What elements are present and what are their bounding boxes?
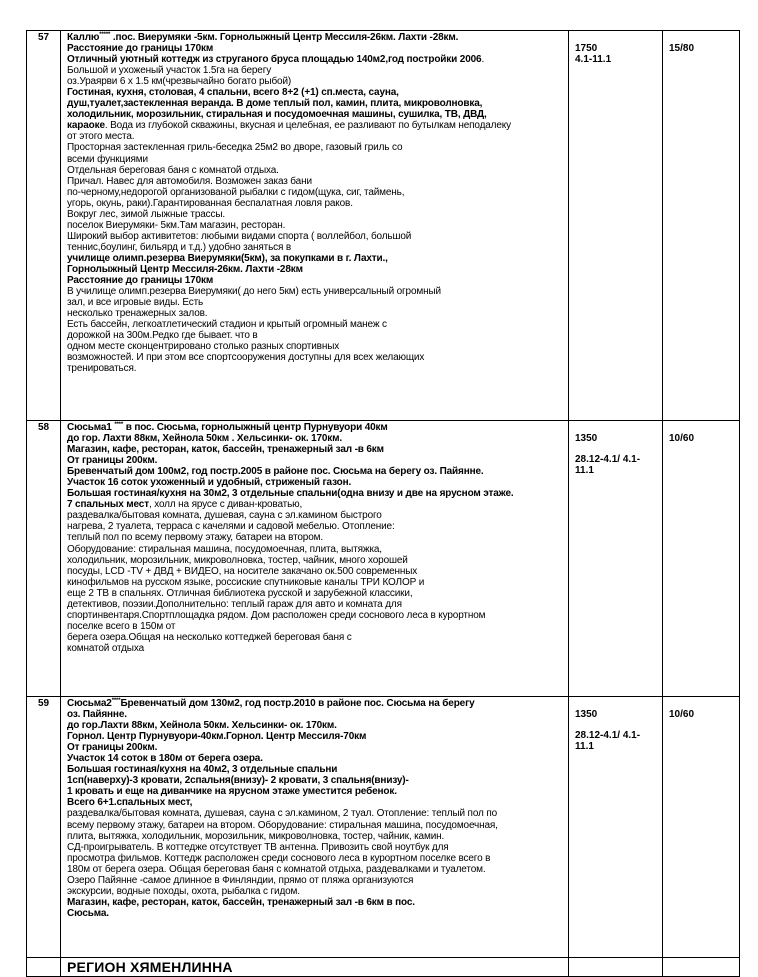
description-line [67, 32, 564, 43]
text-run: Отличный уютный коттедж из струганого бруса площадью 140м2,год постройки 2006 [67, 54, 482, 66]
description-line [67, 577, 564, 588]
text-run: Большая гостиная/кухня на 40м2, 3 отдельные спальни [67, 764, 338, 776]
price-cell [569, 31, 663, 421]
description-line [67, 231, 564, 242]
date-range: 4.1-11.1 [575, 54, 612, 65]
description-line [67, 831, 564, 842]
description-line [67, 131, 564, 142]
description-line [67, 444, 564, 455]
text-run: Магазин, кафе, ресторан, каток, бассейн, тренажерный зал -в 6км [67, 444, 384, 456]
text-run: Расстояние до границы 170км [67, 275, 214, 287]
description-line [67, 643, 564, 654]
description-line [67, 510, 564, 521]
description-line [67, 176, 564, 187]
text-run: просмотра фильмов. Коттедж расположен среди соснового леса в курортном поселке всего в [67, 852, 491, 864]
text-run: спортинвентаря.Спортплощадка рядом. Дом расположен среди соснового леса в курортном [67, 609, 486, 621]
text-run: комнатой отдыха [67, 642, 144, 654]
description-line [67, 820, 564, 831]
empty-cell [27, 958, 61, 977]
empty-cell [569, 958, 663, 977]
text-run: посуды, LCD -TV + ДВД + ВИДЕО, на носителе закачано ок.500 современных [67, 565, 418, 577]
text-run: 1 кровать и еще на диванчике на ярусном этаже уместится ребенок. [67, 786, 397, 798]
text-run: Оборудование: стиральная машина, посудомоечная, плита, вытяжка, [67, 543, 382, 555]
empty-cell [663, 958, 740, 977]
description-line [67, 842, 564, 853]
text-run: 7 спальных мест [67, 499, 149, 511]
text-run: Озеро Пайянне -самое длинное в Финляндии, прямо от пляжа организуются [67, 874, 414, 886]
price-cell [569, 697, 663, 958]
description-line [67, 187, 564, 198]
description-line [67, 352, 564, 363]
description-line [67, 43, 564, 54]
description-line [67, 253, 564, 264]
description-line [67, 466, 564, 477]
text-run: несколько тренажерных залов. [67, 308, 208, 320]
text-run: Гостиная, кухня, столовая, 4 спальни, всего 8+2 (+1) сп.места, сауна, [67, 87, 399, 99]
price-value: 1750 [575, 43, 598, 54]
date-range: 28.12-4.1/ 4.1-11.1 [575, 454, 641, 476]
rating-stars: **** [111, 698, 121, 704]
description-line [67, 363, 564, 374]
description-line [67, 54, 564, 65]
text-run: Бревенчатый дом 130м2, год постр.2010 в районе пос. Сюсьма на берегу [120, 698, 475, 709]
description-line [67, 275, 564, 286]
text-run: зал, и все игровые виды. Есть [67, 297, 204, 309]
description-line [67, 532, 564, 543]
text-run: От границы 200км. [67, 742, 158, 754]
description-line [67, 422, 564, 433]
text-run: От границы 200км. [67, 455, 158, 467]
text-run: холодильник, морозильник, стиральная и посудомоечная машины, сушилка, ТВ, ДВД, [67, 109, 487, 121]
price-cell [569, 421, 663, 697]
description-line [67, 499, 564, 510]
text-run: . [481, 54, 485, 66]
description-line [67, 87, 564, 98]
description-line [67, 154, 564, 165]
description-line [67, 588, 564, 599]
text-run: еще 2 ТВ в спальнях. Отличная библиотека русской и зарубежной классики, [67, 587, 413, 599]
text-run: СД-проигрыватель. В коттедже отсутствует ТВ антенна. Привозить свой ноутбук для [67, 841, 449, 853]
text-run: Вокруг лес, зимой лыжные трассы. [67, 208, 226, 220]
description-line [67, 753, 564, 764]
description-line [67, 544, 564, 555]
text-run: до гор. Лахти 88км, Хейнола 50км . Хельсинки- ок. 170км. [67, 433, 343, 445]
text-run: Сюсьма. [67, 907, 109, 919]
table-row [27, 697, 740, 958]
text-run: в пос. Сюсьма, горнолыжный центр Пурнувуори 40км [123, 422, 388, 433]
text-run: поселок Виерумяки- 5км.Там магазин, ресторан. [67, 219, 286, 231]
text-run: Всего 6+1.спальных мест, [67, 797, 193, 809]
text-run: Горнол. Центр Пурнувуори-40км.Горнол. Центр Мессиля-70км [67, 731, 367, 743]
description-line [67, 286, 564, 297]
region-heading: РЕГИОН ХЯМЕНЛИННА [61, 958, 569, 977]
text-run: Сюсьма2 [67, 698, 112, 709]
description-line [67, 76, 564, 87]
text-run: теплый пол по всему первому этажу, батареи на втором. [67, 532, 323, 544]
text-run: поселке всего в 150м от [67, 620, 176, 632]
text-run: возможностей. И при этом все спортсооружения доступны для всех желающих [67, 352, 425, 364]
listing-number: 58 [27, 421, 61, 697]
description-line [67, 599, 564, 610]
text-run: Магазин, кафе, ресторан, каток, бассейн, тренажерный зал -в 6км в пос. [67, 896, 415, 908]
text-run: Горнолыжный Центр Мессиля-26км. Лахти -28км [67, 263, 303, 275]
text-run: берега озера.Общая на несколько коттеджей береговая баня с [67, 631, 352, 643]
price-value: 1350 [575, 433, 598, 444]
date-range: 28.12-4.1/ 4.1-11.1 [575, 730, 641, 752]
description-line [67, 433, 564, 444]
description-line [67, 319, 564, 330]
listing-number: 57 [27, 31, 61, 421]
price-value: 1350 [575, 709, 598, 720]
text-run: по-черному,недорогой организованой рыбалки с гидом(щука, сиг, таймень, [67, 186, 405, 198]
region-row [27, 958, 740, 977]
text-run: Широкий выбор активитетов: любыми видами спорта ( воллейбол, большой [67, 230, 412, 242]
text-run: Большая гостиная/кухня на 30м2, 3 отдельные спальни(одна внизу и две на ярусном этаже. [67, 488, 514, 500]
text-run: Бревенчатый дом 100м2, год постр.2005 в районе пос. Сюсьма на берегу оз. Пайянне. [67, 466, 484, 478]
discount-value: 10/60 [663, 697, 740, 958]
description-line [67, 731, 564, 742]
text-run: Просторная застекленная гриль-беседка 25м2 во дворе, газовый гриль со [67, 142, 403, 154]
description-line [67, 109, 564, 120]
text-run: училище олимп.резерва Виерумяки(5км), за покупками в г. Лахти., [67, 252, 388, 264]
description-line [67, 65, 564, 76]
description-line [67, 621, 564, 632]
description-line [67, 488, 564, 499]
text-run: Отдельная береговая баня с комнатой отдыха. [67, 164, 279, 176]
rating-stars: **** [114, 422, 124, 428]
text-run: .пос. Виерумяки -5км. Горнолыжный Центр Мессиля-26км. Лахти -28км. [110, 32, 459, 43]
description-line [67, 908, 564, 919]
text-run: раздевалка/бытовая комната, душевая, сауна с эл.камином быстрого [67, 510, 382, 522]
text-run: всему первому этажу, батареи на втором. Оборудование: стиральная машина, посудомоечная, [67, 819, 498, 831]
description-line [67, 341, 564, 352]
description-line [67, 220, 564, 231]
text-run: душ,туалет,застекленная веранда. В доме теплый пол, камин, плита, микроволновка, [67, 98, 483, 110]
text-run: угорь, окунь, раки).Гарантированная беспалатная ловля раков. [67, 197, 353, 209]
text-run: Каллю [67, 32, 100, 43]
text-run: нагрева, 2 туалета, терраса с качелями и садовой мебелью. Отопление: [67, 521, 395, 533]
description-line [67, 786, 564, 797]
description-line [67, 720, 564, 731]
listing-description [61, 31, 569, 421]
discount-value: 10/60 [663, 421, 740, 697]
text-run: оз. Пайянне. [67, 709, 127, 721]
description-line [67, 308, 564, 319]
description-line [67, 775, 564, 786]
description-line [67, 632, 564, 643]
description-line [67, 808, 564, 819]
description-line [67, 120, 564, 131]
text-run: тренироваться. [67, 363, 137, 375]
description-line [67, 477, 564, 488]
text-run: Причал. Навес для автомобиля. Возможен заказ бани [67, 175, 312, 187]
table-row [27, 31, 740, 421]
discount-value: 15/80 [663, 31, 740, 421]
text-run: оз.Ураярви 6 х 1.5 км(чрезвычайно богато рыбой) [67, 76, 292, 88]
table-row [27, 421, 740, 697]
description-line [67, 797, 564, 808]
text-run: плита, вытяжка, холодильник, морозильник, микроволновка, тостер, чайник, камин. [67, 830, 445, 842]
description-line [67, 264, 564, 275]
listing-description [61, 421, 569, 697]
description-line [67, 698, 564, 709]
description-line [67, 165, 564, 176]
text-run: , холл на ярусе с диван-кроватью, [148, 499, 303, 511]
text-run: теннис,боулинг, бильярд и т.д.) удобно заняться в [67, 241, 292, 253]
listing-description [61, 697, 569, 958]
listing-number: 59 [27, 697, 61, 958]
description-line [67, 864, 564, 875]
description-line [67, 455, 564, 466]
text-run: Сюсьма1 [67, 422, 115, 433]
text-run: Расстояние до границы 170км [67, 43, 214, 55]
description-line [67, 709, 564, 720]
text-run: дорожкой на 300м.Редко где бывает. что в [67, 330, 258, 342]
text-run: детективов, поэзии.Дополнительно: теплый гараж для авто и комната для [67, 598, 402, 610]
text-run: холодильник, морозильник, микроволновка, тостер, чайник, много хорошей [67, 554, 408, 566]
text-run: Есть бассейн, легкоатлетический стадион и крытый огромный манеж с [67, 319, 387, 331]
text-run: от этого места. [67, 131, 135, 143]
text-run: караоке [67, 120, 105, 132]
rating-stars: ***** [99, 32, 111, 38]
text-run: 180м от берега озера. Общая береговая баня с комнатой отдыха, раздевалками и туалетом. [67, 863, 486, 875]
cottage-listing-table [26, 30, 740, 977]
description-line [67, 897, 564, 908]
description-line [67, 521, 564, 532]
description-line [67, 886, 564, 897]
description-line [67, 242, 564, 253]
text-run: раздевалка/бытовая комната, душевая, сауна с эл.камином, 2 туал. Отопление: теплый пол по [67, 808, 497, 820]
description-line [67, 98, 564, 109]
description-line [67, 566, 564, 577]
description-line [67, 853, 564, 864]
text-run: одном месте сконцентрировано столько разных спортивных [67, 341, 340, 353]
description-line [67, 198, 564, 209]
description-line [67, 742, 564, 753]
description-line [67, 330, 564, 341]
text-run: до гор.Лахти 88км, Хейнола 50км. Хельсинки- ок. 170км. [67, 720, 337, 732]
text-run: 1сп(наверху)-3 кровати, 2спальня(внизу)- 2 кровати, 3 спальня(внизу)- [67, 775, 409, 787]
text-run: Большой и ухоженый участок 1.5га на берегу [67, 65, 272, 77]
description-line [67, 610, 564, 621]
text-run: Участок 14 соток в 180м от берега озера. [67, 753, 263, 765]
description-line [67, 875, 564, 886]
text-run: В училище олимп.резерва Виерумяки( до него 5км) есть универсальный огромный [67, 286, 441, 298]
description-line [67, 555, 564, 566]
description-line [67, 142, 564, 153]
text-run: всеми функциями [67, 153, 148, 165]
text-run: . Вода из глубокой скважины, вкусная и целебная, ее разливают по бутылкам неподалеку [104, 120, 511, 132]
text-run: кинофильмов на русском языке, россиские спутниковые каналы ТРИ КОЛОР и [67, 576, 425, 588]
description-line [67, 764, 564, 775]
description-line [67, 209, 564, 220]
description-line [67, 297, 564, 308]
text-run: Участок 16 соток ухоженный и удобный, стриженый газон. [67, 477, 352, 489]
text-run: экскурсии, водные походы, охота, рыбалка с гидом. [67, 885, 300, 897]
